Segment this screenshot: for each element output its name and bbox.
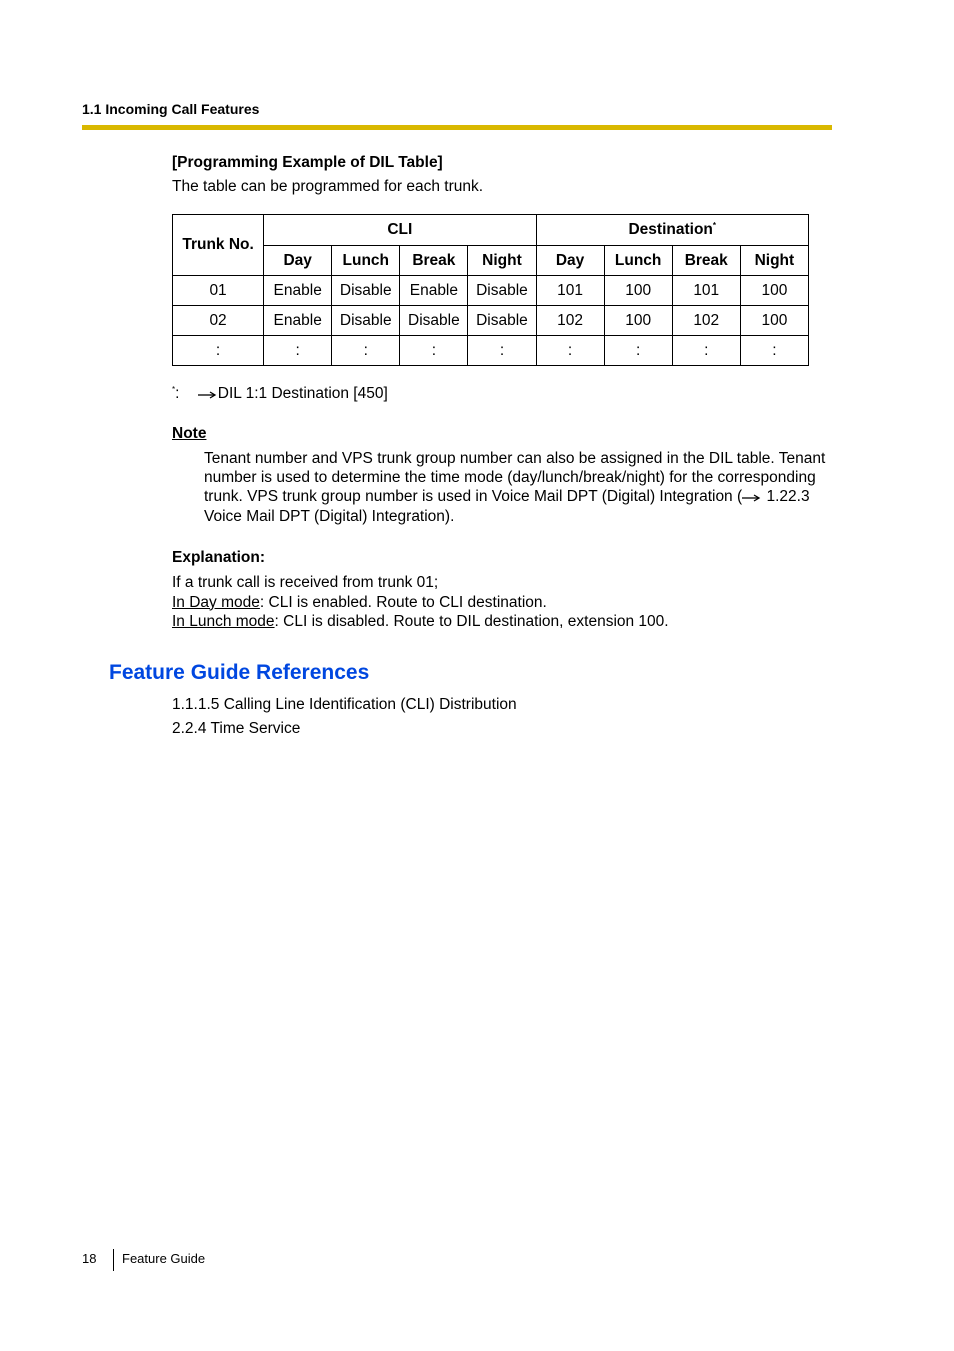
destination-header: Destination* — [536, 215, 808, 246]
note-title: Note — [172, 425, 207, 442]
note-body — [204, 449, 825, 526]
col-header: Lunch — [332, 246, 400, 276]
table-cell: Disable — [332, 306, 400, 336]
explanation-title: Explanation: — [172, 549, 266, 566]
lunch-mode-label: In Lunch mode — [172, 613, 275, 630]
destination-footnote-marker: * — [712, 220, 717, 230]
col-header: Lunch — [604, 246, 672, 276]
table-cell: Disable — [400, 306, 468, 336]
cross-reference-arrow-icon — [198, 389, 218, 399]
col-header: Night — [468, 246, 536, 276]
table-cell: 02 — [173, 306, 264, 336]
table-cell: 01 — [173, 276, 264, 306]
table-cell: 100 — [604, 306, 672, 336]
col-header: Break — [672, 246, 740, 276]
explanation-body — [172, 573, 669, 632]
cli-header: CLI — [264, 215, 536, 246]
footnote-link[interactable]: DIL 1:1 Destination [450] — [217, 385, 388, 403]
dil-table — [172, 214, 809, 366]
table-cell: 101 — [672, 276, 740, 306]
table-cell: 102 — [536, 306, 604, 336]
reference-link[interactable]: 2.2.4 Time Service — [172, 720, 301, 737]
note-line: number is used to determine the time mode (day/lunch/break/night) for the corresponding — [204, 469, 816, 487]
explanation-line: If a trunk call is received from trunk 01; — [172, 574, 439, 591]
footer-title: Feature Guide — [122, 1251, 206, 1266]
example-intro: The table can be programmed for each trunk. — [172, 178, 484, 195]
table-cell: Disable — [468, 276, 536, 306]
day-mode-label: In Day mode — [172, 593, 260, 611]
table-cell: Enable — [264, 276, 332, 306]
table-cell: 101 — [536, 276, 604, 306]
table-row — [173, 336, 809, 366]
section-header: 1.1 Incoming Call Features — [82, 101, 260, 117]
explanation-lunch-line: In Lunch mode: CLI is disabled. Route to DIL destination, extension 100. — [172, 613, 669, 630]
footnote-separator: : — [175, 385, 180, 403]
col-header: Day — [264, 246, 332, 276]
table-cell: Enable — [400, 276, 468, 306]
table-cell: 102 — [672, 306, 740, 336]
col-header: Day — [536, 246, 604, 276]
note-line: trunk. VPS trunk group number is used in Voice Mail DPT (Digital) Integration ( 1.22.3 — [204, 488, 810, 506]
table-cell: : — [536, 336, 604, 366]
footer-divider — [113, 1249, 114, 1271]
example-title: [Programming Example of DIL Table] — [172, 154, 443, 171]
trunk-header: Trunk No. — [173, 215, 264, 276]
cross-reference-arrow-icon — [742, 492, 762, 502]
table-cell: : — [173, 336, 264, 366]
table-cell: : — [672, 336, 740, 366]
table-cell: Enable — [264, 306, 332, 336]
table-cell: : — [740, 336, 808, 366]
table-cell: : — [264, 336, 332, 366]
table-cell: 100 — [740, 276, 808, 306]
col-header: Night — [740, 246, 808, 276]
footnote-marker: * — [172, 385, 176, 394]
table-cell: : — [468, 336, 536, 366]
table-cell: : — [332, 336, 400, 366]
header-rule — [82, 125, 832, 130]
note-line: Tenant number and VPS trunk group number can also be assigned in the DIL table. Tenant — [204, 450, 826, 467]
table-cell: Disable — [468, 306, 536, 336]
table-cell: Disable — [332, 276, 400, 306]
reference-link[interactable]: 1.1.1.5 Calling Line Identification (CLI) Distribution — [172, 696, 517, 713]
footnote — [172, 385, 388, 403]
note-cross-reference-link[interactable]: 1.22.3 — [766, 488, 810, 506]
col-header: Break — [400, 246, 468, 276]
page-number: 18 — [82, 1251, 97, 1266]
table-cell: 100 — [604, 276, 672, 306]
table-cell: : — [400, 336, 468, 366]
table-cell: 100 — [740, 306, 808, 336]
table-cell: : — [604, 336, 672, 366]
references-title: Feature Guide References — [109, 661, 370, 684]
explanation-day-line: In Day mode: CLI is enabled. Route to CLI destination. — [172, 593, 547, 611]
table-row — [173, 276, 809, 306]
table-row — [173, 306, 809, 336]
note-line: Voice Mail DPT (Digital) Integration). — [204, 507, 455, 525]
